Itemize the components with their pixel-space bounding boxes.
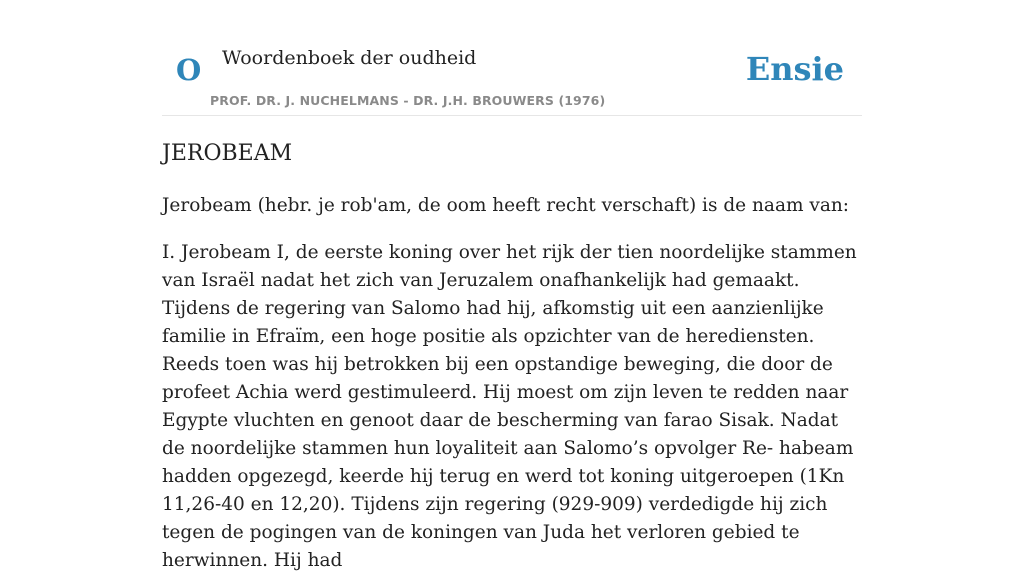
article-paragraph: I. Jerobeam I, de eerste koning over het rijk der tien noordelijke stammen van Israël nadat het zich van Jeruzalem onafhankelijk had gemaakt. Tijdens de regering van Salomo had hij, afkomstig uit een aanzienlijke familie in Efraïm, een hoge positie als opzichter van de herediensten. Reeds toen was hij betrokken bij een opstandige beweging, die door de profeet Achia werd gestimuleerd. Hij moest om zijn leven te redden naar Egypte vluchten en genoot daar de bescherming van farao Sisak. Nadat de noordelijke stammen hun loyaliteit aan Salomo’s opvolger Re- habeam hadden opgezegd, keerde hij terug en werd tot koning uitgeroepen (1Kn 11,26-40 en 12,20). Tijdens zijn regering (929-909) verdedigde hij zich tegen de pogingen van de koningen van Juda het verloren gebied te herwinnen. Hij had [162, 242, 857, 571]
article-paragraph: Jerobeam (hebr. je rob'am, de oom heeft recht verschaft) is de naam van: [162, 195, 850, 216]
ensie-logo[interactable]: Ensie [745, 50, 844, 88]
book-authors: PROF. DR. J. NUCHELMANS - DR. J.H. BROUWERS (1976) [210, 93, 606, 108]
book-header [162, 0, 862, 116]
index-letter[interactable]: O [176, 53, 202, 87]
article [162, 136, 862, 575]
book-title[interactable]: Woordenboek der oudheid [222, 47, 477, 69]
entry-title: JEROBEAM [162, 141, 293, 166]
